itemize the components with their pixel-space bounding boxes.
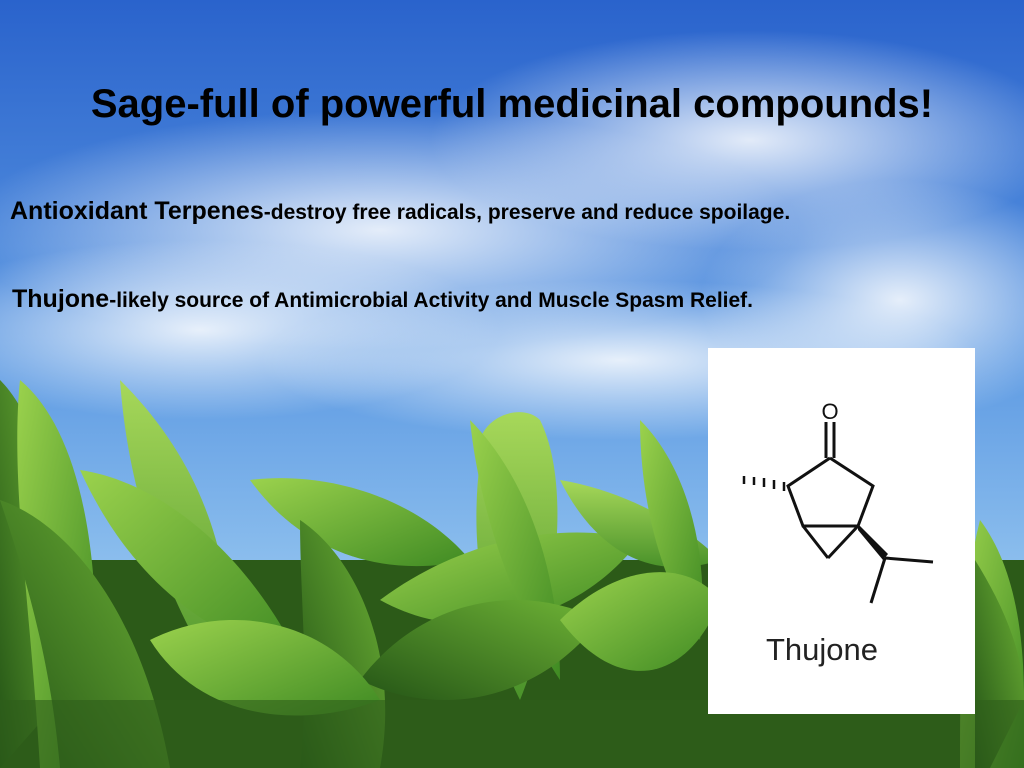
point-term: Antioxidant Terpenes xyxy=(10,197,264,225)
wedge-bond xyxy=(858,524,888,560)
cyclopropane-bond-1 xyxy=(803,526,828,558)
point-description: -destroy free radicals, preserve and reduce spoilage xyxy=(263,201,785,224)
point-description: -likely source of Antimicrobial Activity and Muscle Spasm Relief. xyxy=(109,289,754,312)
hashed-methyl-bond xyxy=(744,476,784,491)
point-antioxidant-terpenes xyxy=(10,197,790,226)
oxygen-atom-label: O xyxy=(821,399,839,424)
cyclopentanone-ring xyxy=(788,458,873,526)
isopropyl-bond-2 xyxy=(871,558,885,603)
point-thujone xyxy=(12,285,753,314)
point-term: Thujone xyxy=(12,285,110,313)
molecule-caption: Thujone xyxy=(766,632,879,667)
isopropyl-bond-1 xyxy=(885,558,933,562)
cyclopropane-bond-2 xyxy=(828,526,858,558)
point-end: . xyxy=(784,201,791,224)
slide-title: Sage-full of powerful medicinal compounds! xyxy=(90,82,934,126)
thujone-structure-card xyxy=(708,348,975,714)
